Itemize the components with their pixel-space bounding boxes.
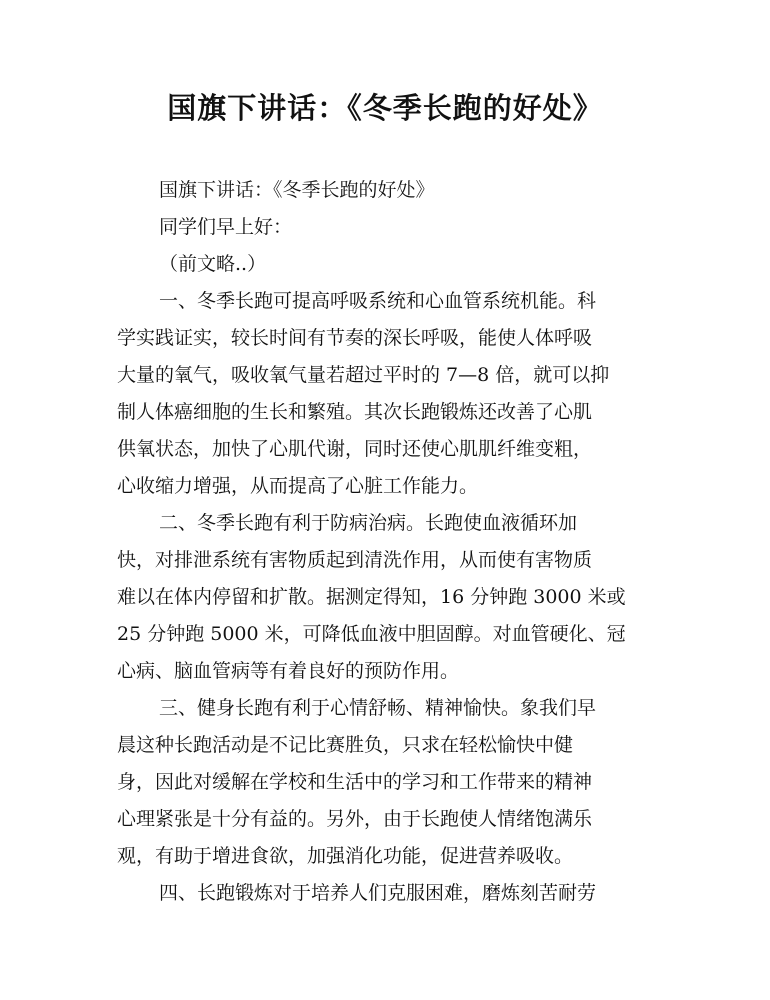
paragraph-3 bbox=[117, 690, 662, 875]
paragraph-line: 难以在体内停留和扩散。据测定得知，16 分钟跑 3000 米或 bbox=[117, 586, 626, 608]
page-title: 国旗下讲话：《冬季长跑的好处》 bbox=[167, 91, 603, 125]
paragraph-line: 制人体癌细胞的生长和繁殖。其次长跑锻炼还改善了心肌 bbox=[117, 401, 593, 423]
paragraph-line: 快，对排泄系统有害物质起到清洗作用，从而使有害物质 bbox=[117, 549, 593, 571]
paragraph-line: 二、冬季长跑有利于防病治病。长跑使血液循环加 bbox=[159, 512, 578, 534]
paragraph-line: 心病、脑血管病等有着良好的预防作用。 bbox=[117, 660, 460, 682]
paragraph-line: 心理紧张是十分有益的。另外，由于长跑使人情绪饱满乐 bbox=[117, 808, 593, 830]
paragraph-line: 供氧状态，加快了心肌代谢，同时还使心肌肌纤维变粗， bbox=[117, 438, 593, 460]
omitted-note: （前文略..） bbox=[159, 253, 267, 275]
paragraph-line: 晨这种长跑活动是不记比赛胜负，只求在轻松愉快中健 bbox=[117, 734, 574, 756]
paragraph-line: 身，因此对缓解在学校和生活中的学习和工作带来的精神 bbox=[117, 771, 593, 793]
paragraph-line: 25 分钟跑 5000 米，可降低血液中胆固醇。对血管硬化、冠 bbox=[117, 623, 626, 645]
paragraph-4 bbox=[117, 875, 662, 912]
intro-title-line: 国旗下讲话：《冬季长跑的好处》 bbox=[159, 179, 435, 201]
greeting-line: 同学们早上好： bbox=[159, 216, 293, 238]
document-body bbox=[117, 172, 662, 912]
paragraph-line: 观，有助于增进食欲，加强消化功能，促进营养吸收。 bbox=[117, 845, 574, 867]
paragraph-line: 心收缩力增强，从而提高了心脏工作能力。 bbox=[117, 475, 479, 497]
paragraph-1 bbox=[117, 283, 662, 505]
paragraph-line: 大量的氧气，吸收氧气量若超过平时的 7—8 倍，就可以抑 bbox=[117, 364, 610, 386]
paragraph-line: 四、长跑锻炼对于培养人们克服困难，磨炼刻苦耐劳 bbox=[159, 882, 597, 904]
paragraph-line: 学实践证实，较长时间有节奏的深长呼吸，能使人体呼吸 bbox=[117, 327, 593, 349]
paragraph-line: 三、健身长跑有利于心情舒畅、精神愉快。象我们早 bbox=[159, 697, 597, 719]
paragraph-line: 一、冬季长跑可提高呼吸系统和心血管系统机能。科 bbox=[159, 290, 597, 312]
paragraph-2 bbox=[117, 505, 662, 690]
